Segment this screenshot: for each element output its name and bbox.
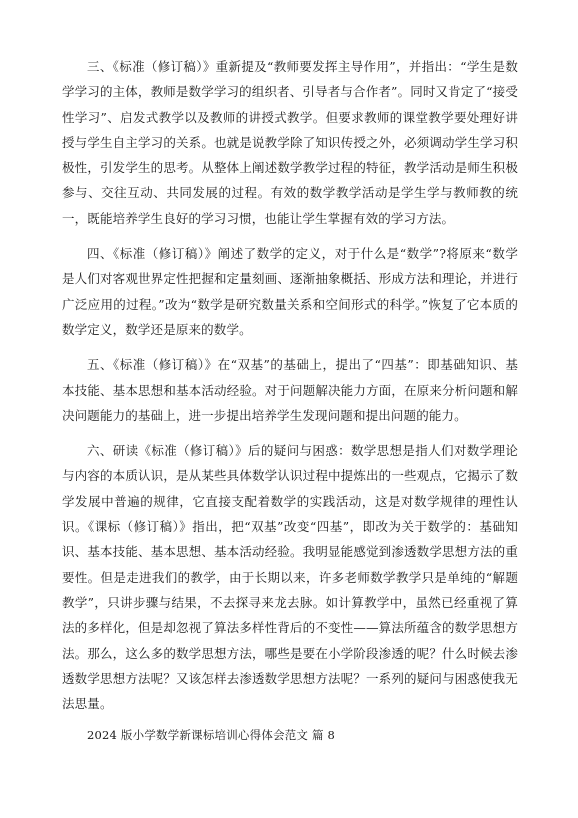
- paragraph-3-teacher-role: 三、《标准（修订稿）》重新提及“教师要发挥主导作用”，并指出：“学生是数学学习的主体，教师是数学学习的组织者、引导者与合作者”。同时又肯定了“接受性学习”、启发式教学以及教师的讲授式教学。但要求教师的课堂教学要处理好讲授与学生自主学习的关系。也就是说教学除了知识传授之外，必须调动学生学习积极性，引发学生的思考。从整体上阐述数学教学过程的特征，教学活动是师生积极参与、交往互动、共同发展的过程。有效的数学教学活动是学生学与教师教的统一，既能培养学生良好的学习习惯，也能让学生掌握有效的学习方法。: [62, 59, 518, 226]
- next-section-title: 2024 版小学数学新课标培训心得体会范文 篇 8: [87, 728, 336, 742]
- paragraph-4-math-definition: 四、《标准（修订稿）》阐述了数学的定义，对于什么是“数学”?将原来“数学是人们对客观世界定性把握和定量刻画、逐渐抽象概括、形成方法和理论，并进行广泛应用的过程。”改为“数学是研究数量关系和空间形式的科学。”恢复了它本质的数学定义，数学还是原来的数学。: [62, 246, 518, 337]
- document-body: [62, 54, 518, 726]
- paragraph-6-questions: 六、研读《标准（修订稿）》后的疑问与困惑：数学思想是指人们对数学理论与内容的本质认识，是从某些具体数学认识过程中提炼出的一些观点，它揭示了数学发展中普遍的规律，它直接支配着数学的实践活动，这是对数学规律的理性认识。《课标（修订稿）》指出，把“双基”改变“四基”，即改为关于数学的：基础知识、基本技能、基本思想、基本活动经验。我明显能感觉到渗透数学思想方法的重要性。但是走进我们的教学，由于长期以来，许多老师数学教学只是单纯的“解题教学”，只讲步骤与结果，不去探寻来龙去脉。如计算教学中，虽然已经重视了算法的多样化，但是却忽视了算法多样性背后的不变性——算法所蕴含的数学思想方法。那么，这么多的数学思想方法，哪些是要在小学阶段渗透的呢？什么时候去渗透数学思想方法呢？又该怎样去渗透数学思想方法呢？一系列的疑问与困惑使我无法思量。: [62, 443, 518, 712]
- paragraph-5-four-basics: 五、《标准（修订稿）》在“双基”的基础上，提出了“四基”：即基础知识、基本技能、基本思想和基本活动经验。对于问题解决能力方面，在原来分析问题和解决问题能力的基础上，进一步提出培养学生发现问题和提出问题的能力。: [62, 357, 518, 423]
